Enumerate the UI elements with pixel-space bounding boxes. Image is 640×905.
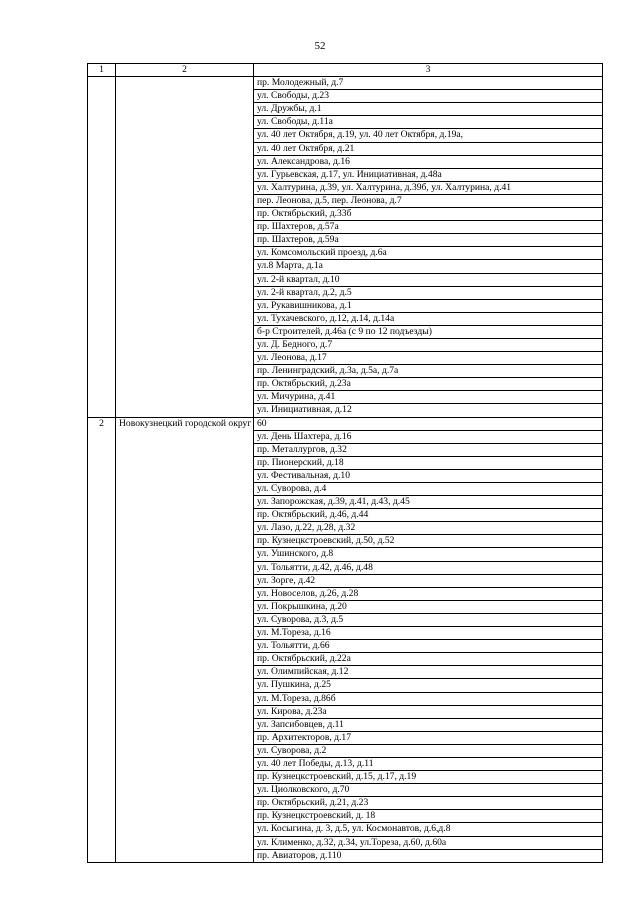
address-cell: пр. Октябрьский, д.21, д.23: [254, 797, 603, 810]
address-cell: ул. Косыгина, д. 3, д.5, ул. Космонавтов, д.6,д.8: [254, 823, 603, 836]
address-cell: ул. Клименко, д.32, д.34, ул.Тореза, д.60, д.60а: [254, 836, 603, 849]
column-header-2: 2: [116, 64, 254, 77]
address-cell: ул. Свободы, д.23: [254, 90, 603, 103]
address-cell: ул. Тольятти, д.66: [254, 640, 603, 653]
address-cell: ул. Леонова, д.17: [254, 352, 603, 365]
address-cell: ул. День Шахтера, д.16: [254, 430, 603, 443]
address-cell: пр. Ленинградский, д.3а, д.5а, д.7а: [254, 365, 603, 378]
address-cell: пер. Леонова, д.5, пер. Леонова, д.7: [254, 194, 603, 207]
address-cell: пр. Молодежный, д.7: [254, 77, 603, 90]
region-name-cell: [116, 77, 254, 417]
address-cell: ул. Суворова, д.3, д.5: [254, 613, 603, 626]
address-cell: пр. Авиаторов, д.110: [254, 849, 603, 862]
address-cell: ул. Пушкина, д.25: [254, 679, 603, 692]
address-cell: пр. Архитекторов, д.17: [254, 731, 603, 744]
address-cell: ул. Фестивальная, д.10: [254, 469, 603, 482]
address-cell: ул. Ушинского, д.8: [254, 548, 603, 561]
group-number-cell: [88, 77, 116, 417]
address-cell: ул. Александрова, д.16: [254, 155, 603, 168]
address-cell: ул. Запорожская, д.39, д.41, д.43, д.45: [254, 496, 603, 509]
table-row: [88, 417, 603, 430]
address-cell: ул. М.Тореза, д.86б: [254, 692, 603, 705]
address-cell: пр. Кузнецкстроевский, д. 18: [254, 810, 603, 823]
address-cell: пр. Октябрьский, д.22а: [254, 653, 603, 666]
address-cell: ул. Олимпийская, д.12: [254, 666, 603, 679]
address-cell: ул. Гурьевская, д.17, ул. Инициативная, д.48а: [254, 168, 603, 181]
address-cell: пр. Кузнецкстроевский, д.15, д.17, д.19: [254, 771, 603, 784]
address-cell: ул. Халтурина, д.39, ул. Халтурина, д.39б, ул. Халтурина, д.41: [254, 181, 603, 194]
address-cell: ул. Кирова, д.23а: [254, 705, 603, 718]
address-cell: ул. 40 лет Октября, д.21: [254, 142, 603, 155]
address-cell: пр. Шахтеров, д.57а: [254, 221, 603, 234]
address-cell: ул.8 Марта, д.1а: [254, 260, 603, 273]
address-cell: ул. Дружбы, д.1: [254, 103, 603, 116]
page-number: 52: [314, 40, 326, 52]
address-cell: ул. Циолковского, д.70: [254, 784, 603, 797]
address-cell: ул. Новоселов, д.26, д.28: [254, 587, 603, 600]
address-cell: ул. Рукавишникова, д.1: [254, 299, 603, 312]
table-header-row: [88, 64, 603, 77]
address-cell: ул. Инициативная, д.12: [254, 404, 603, 417]
address-cell: пр. Шахтеров, д.59а: [254, 234, 603, 247]
region-name-cell: Новокузнецкий городской округ: [116, 417, 254, 862]
address-cell: ул. Мичурина, д.41: [254, 391, 603, 404]
address-cell: ул. Суворова, д.4: [254, 483, 603, 496]
address-cell: ул. Запсибовцев, д.11: [254, 718, 603, 731]
address-table: [87, 63, 603, 863]
address-cell: пр. Пионерский, д.18: [254, 456, 603, 469]
group-number-cell: 2: [88, 417, 116, 862]
address-cell: пр. Октябрьский, д.33б: [254, 208, 603, 221]
address-cell: ул. 2-й квартал, д.10: [254, 273, 603, 286]
column-header-1: 1: [88, 64, 116, 77]
address-cell: ул. Суворова, д.2: [254, 744, 603, 757]
address-cell: ул. Свободы, д.11а: [254, 116, 603, 129]
address-cell: ул. Д. Бедного, д.7: [254, 338, 603, 351]
address-cell: ул. Тольятти, д.42, д.46, д.48: [254, 561, 603, 574]
address-cell: 60: [254, 417, 603, 430]
address-cell: пр. Октябрьский, д.46, д.44: [254, 509, 603, 522]
address-cell: ул. М.Тореза, д.16: [254, 627, 603, 640]
table-row: [88, 77, 603, 90]
address-cell: ул. Комсомольский проезд, д.6а: [254, 247, 603, 260]
address-cell: ул. Лазо, д.22, д.28, д.32: [254, 522, 603, 535]
address-cell: ул. 40 лет Победы, д.13, д.11: [254, 757, 603, 770]
column-header-3: 3: [254, 64, 603, 77]
address-cell: ул. Зорге, д.42: [254, 574, 603, 587]
address-cell: ул. Тухачевского, д.12, д.14, д.14а: [254, 312, 603, 325]
address-cell: ул. Покрышкина, д.20: [254, 600, 603, 613]
address-cell: пр. Октябрьский, д.23а: [254, 378, 603, 391]
address-cell: пр. Кузнецкстроевский, д.50, д.52: [254, 535, 603, 548]
address-cell: б-р Строителей, д.46а (с 9 по 12 подъезды): [254, 325, 603, 338]
address-cell: пр. Металлургов, д.32: [254, 443, 603, 456]
address-cell: ул. 40 лет Октября, д.19, ул. 40 лет Октября, д.19а,: [254, 129, 603, 142]
address-cell: ул. 2-й квартал, д.2, д.5: [254, 286, 603, 299]
